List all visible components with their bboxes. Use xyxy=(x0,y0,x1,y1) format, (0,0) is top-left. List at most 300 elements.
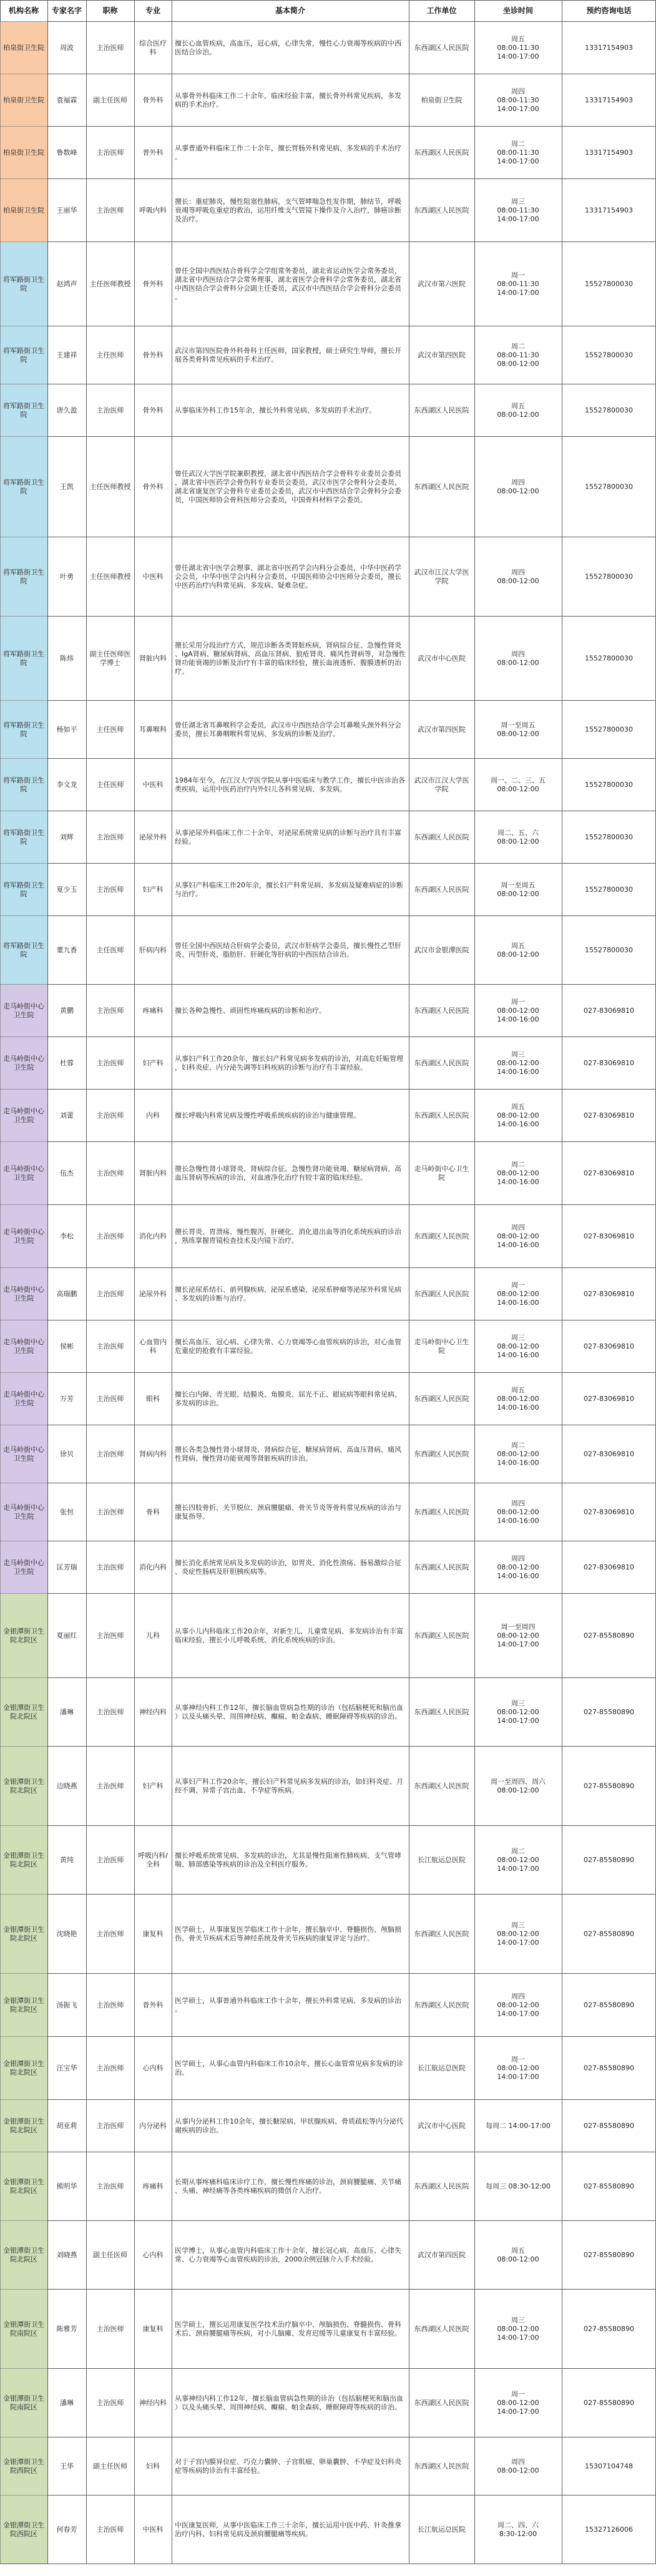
table-row xyxy=(0,2220,656,2290)
cell-title: 主治医师 xyxy=(96,1111,124,1120)
cell-phone: 15527800030 xyxy=(585,280,633,288)
cell-name: 边晓燕 xyxy=(56,1782,77,1790)
cell-phone: 15527800030 xyxy=(585,482,633,491)
cell-major: 骨外科 xyxy=(142,351,164,359)
cell-phone: 027-83069810 xyxy=(584,1395,634,1403)
cell-phone: 15527800030 xyxy=(585,946,633,954)
table-row xyxy=(0,1973,656,2037)
cell-major: 眼科 xyxy=(146,1395,160,1403)
cell-phone: 15527800030 xyxy=(585,725,633,734)
cell-unit: 东西湖区人民医院 xyxy=(414,1290,469,1298)
cell-name: 汤振飞 xyxy=(56,2001,77,2009)
header-cell-4: 专业 xyxy=(145,6,161,15)
header-cell-8: 预约咨询电话 xyxy=(586,6,632,15)
cell-name: 夏少玉 xyxy=(56,886,77,894)
cell-unit: 东西湖区人民医院 xyxy=(414,1232,469,1241)
cell-intro: 从事神经内科工作12年，擅长脑血管病急性期的诊治（包括脑梗死和脑出血）以及头痛头晕、周围神经病、癫痫、帕金森病、睡眠障碍等疾病的诊治。 xyxy=(175,1704,403,1720)
cell-inst: 将军路街卫生院 xyxy=(3,402,44,419)
cell-title: 主治医师 xyxy=(96,1169,124,1178)
cell-inst: 将军路街卫生院 xyxy=(3,829,44,846)
cell-unit: 武汉市第四医院 xyxy=(418,2251,466,2259)
cell-phone: 027-85580890 xyxy=(584,1782,634,1790)
cell-intro: 擅长高血压、冠心病、心律失常、心力衰竭等心血管疾病的诊治，对心血管危重症的抢救有丰富经验。 xyxy=(175,1338,401,1355)
cell-major: 内分泌科 xyxy=(139,2122,167,2130)
cell-time: 周四 08:00-12:00 14:00-16:00 xyxy=(497,1223,539,1249)
cell-name: 董九香 xyxy=(56,946,77,954)
table-row xyxy=(0,984,656,1037)
cell-unit: 长江航运总医院 xyxy=(418,2064,466,2072)
cell-title: 主治医师 xyxy=(96,1508,124,1516)
cell-major: 心内科 xyxy=(142,2064,164,2072)
cell-major: 心内科 xyxy=(142,2251,164,2259)
cell-time: 周四 08:00-12:00 14:00-16:00 xyxy=(497,1499,539,1525)
cell-time: 周一至周四 08:00-12:00 14:00-17:00 xyxy=(497,1622,539,1649)
cell-major: 中医科 xyxy=(142,572,164,581)
cell-time: 周一 08:00-12:00 14:00-17:00 xyxy=(497,2055,539,2081)
cell-title: 主治医师 xyxy=(96,1856,124,1864)
cell-inst: 金银潭街卫生院南院区 xyxy=(3,2320,44,2338)
table-header xyxy=(1,0,656,22)
cell-unit: 东西湖区人民医院 xyxy=(414,406,469,414)
cell-time: 周二 08:00-12:00 14:00-16:00 xyxy=(497,1441,539,1467)
cell-inst: 金银潭街卫生院北院区 xyxy=(3,2059,44,2077)
table-row xyxy=(0,758,656,811)
cell-title: 主治医师 xyxy=(96,2001,124,2009)
cell-name: 万芳 xyxy=(60,1395,74,1403)
table-row xyxy=(0,1037,656,1090)
cell-phone: 027-83069810 xyxy=(584,1111,634,1120)
cell-major: 内科 xyxy=(146,1111,160,1120)
cell-name: 徐贝 xyxy=(60,1450,74,1458)
cell-phone: 15527800030 xyxy=(585,406,633,414)
cell-phone: 15527800030 xyxy=(585,833,633,841)
cell-title: 主治医师 xyxy=(96,2064,124,2072)
cell-title: 副主任医师 xyxy=(93,2251,127,2259)
cell-major: 骨科 xyxy=(146,1508,160,1516)
cell-intro: 从事妇产科工作20余年，擅长妇产科常见病多发病的诊治，如妇科炎症、月经不调、异常子宫出血、不孕症等疾病。 xyxy=(175,1777,403,1795)
table-row xyxy=(0,1320,656,1373)
cell-name: 王丽华 xyxy=(56,206,77,215)
cell-name: 王华 xyxy=(60,2462,74,2471)
header-cell-1: 机构名称 xyxy=(8,6,39,15)
cell-title: 主任医师教授 xyxy=(89,572,131,581)
cell-phone: 027-85580890 xyxy=(584,2001,634,2009)
cell-time: 周二、五、六 08:00-12:00 xyxy=(497,829,539,846)
table-row xyxy=(0,1593,656,1678)
cell-time: 周四 08:00-12:00 xyxy=(497,568,539,585)
cell-unit: 东西湖区人民医院 xyxy=(414,1111,469,1120)
cell-phone: 027-85580890 xyxy=(584,2182,634,2190)
cell-phone: 15327126006 xyxy=(585,2525,633,2534)
cell-unit: 武汉市江汉大学医学院 xyxy=(414,568,469,585)
cell-name: 陈炜 xyxy=(60,654,74,663)
table-row xyxy=(0,74,656,127)
cell-name: 刘晓燕 xyxy=(56,2251,77,2259)
cell-title: 主治医师 xyxy=(96,1007,124,1015)
cell-major: 神经内科 xyxy=(139,2399,167,2407)
cell-phone: 027-83069810 xyxy=(584,1007,634,1015)
cell-name: 鲁数峰 xyxy=(56,149,77,157)
cell-intro: 曾任全国中西医结合骨科学会学组常务委员，湖北省运动医学会常务委员，湖北省中西医结合学会常务理事，湖北省医学会骨科学会常务委员，湖北省中西医结合学会骨科分会副主任委员，武汉市中西医结合学会骨科分会委员。 xyxy=(175,266,401,301)
cell-time: 周二、四、六 8:30-12:00 xyxy=(497,2521,539,2538)
cell-time: 周四 08:00-12:00 xyxy=(497,478,539,495)
cell-unit: 东西湖区人民医院 xyxy=(414,2182,469,2190)
table-row xyxy=(0,326,656,384)
cell-intro: 曾任湖北省中医学会理事、湖北省中医药学会内科分会委员，中华中医药学会会员，中华中医学会内科分会委员，中国医师协会中医师分会委员，擅长中医药治疗内科常见病、多发病、疑难杂症。 xyxy=(175,564,401,590)
cell-phone: 027-85580890 xyxy=(584,2122,634,2130)
cell-inst: 走马岭街中心卫生院 xyxy=(3,1559,44,1576)
cell-name: 熊明华 xyxy=(56,2182,77,2190)
cell-name: 叶勇 xyxy=(60,572,74,581)
cell-title: 主任医师 xyxy=(96,351,124,359)
cell-name: 张恒 xyxy=(60,1508,74,1516)
cell-time: 周三 08:00-12:00 14:00-17:00 xyxy=(497,1921,539,1947)
cell-name: 潘琳 xyxy=(60,2399,74,2407)
table-row xyxy=(0,1746,656,1826)
cell-inst: 走马岭街中心卫生院 xyxy=(3,1390,44,1407)
table-row xyxy=(0,2495,656,2564)
cell-major: 呼吸内科/全科 xyxy=(138,1852,168,1868)
header-cell-7: 坐诊时间 xyxy=(502,6,534,15)
cell-phone: 027-83069810 xyxy=(584,1342,634,1350)
cell-name: 侯彬 xyxy=(60,1342,74,1350)
cell-intro: 擅长各种急慢性、顽固性疼痛疾病的诊断和治疗。 xyxy=(175,1007,326,1015)
table-row xyxy=(0,242,656,326)
table-row xyxy=(0,1541,656,1594)
cell-inst: 柏泉街卫生院 xyxy=(3,44,44,52)
cell-inst: 柏泉街卫生院 xyxy=(3,96,44,104)
cell-phone: 027-85580890 xyxy=(584,1708,634,1716)
cell-unit: 东西湖区人民医院 xyxy=(414,2399,469,2407)
cell-major: 普外科 xyxy=(142,2001,164,2009)
cell-unit: 东西湖区人民医院 xyxy=(414,1508,469,1516)
cell-time: 周三 08:00-12:00 14:00-17:00 xyxy=(497,1699,539,1725)
cell-inst: 金银潭街卫生院北院区 xyxy=(3,1996,44,2014)
cell-unit: 东西湖区人民医院 xyxy=(414,1007,469,1015)
table-row xyxy=(0,2368,656,2437)
cell-name: 胡亚莉 xyxy=(56,2122,77,2130)
cell-inst: 金银潭街卫生院北院区 xyxy=(3,1777,44,1795)
header-cell-2: 专家名字 xyxy=(51,6,82,15)
cell-name: 沈晓艳 xyxy=(56,1930,77,1938)
cell-inst: 金银潭街卫生院北院区 xyxy=(3,2178,44,2195)
cell-unit: 武汉市第四医院 xyxy=(418,725,466,734)
cell-unit: 东西湖区人民医院 xyxy=(414,149,469,157)
cell-inst: 将军路街卫生院 xyxy=(3,776,44,793)
cell-unit: 东西湖区人民医院 xyxy=(414,206,469,215)
cell-unit: 东西湖区人民医院 xyxy=(414,2325,469,2333)
cell-unit: 武汉市第六医院 xyxy=(418,280,466,288)
cell-time: 每周三 08:30-12:00 xyxy=(486,2182,551,2190)
cell-name: 潘琳 xyxy=(60,1708,74,1716)
cell-major: 妇科 xyxy=(146,2462,160,2471)
cell-intro: 医学硕士，从事心血管内科临床工作10余年，擅长心血管常见病多发病的诊治。 xyxy=(175,2059,403,2077)
cell-time: 周一、二、三、五 08:00-12:00 xyxy=(491,776,546,793)
table-row xyxy=(0,126,656,179)
cell-major: 耳鼻喉科 xyxy=(139,725,167,734)
cell-name: 刘辉 xyxy=(60,833,74,841)
cell-title: 主治医师 xyxy=(96,2399,124,2407)
cell-phone: 027-83069810 xyxy=(584,1169,634,1178)
cell-time: 周四 08:00-12:00 14:00-16:00 xyxy=(497,1554,539,1580)
table-row xyxy=(0,863,656,916)
cell-inst: 金银潭街卫生院北院区 xyxy=(3,2117,44,2134)
cell-time: 周五 08:00-12:00 xyxy=(497,2247,539,2263)
cell-title: 主治医师 xyxy=(96,1450,124,1458)
cell-major: 骨外科 xyxy=(142,482,164,491)
cell-title: 副主任医师 xyxy=(93,96,127,104)
cell-name: 袁福霖 xyxy=(56,96,77,104)
cell-time: 周一 08:00-12:00 14:00-17:00 xyxy=(497,2390,539,2416)
cell-phone: 027-85580890 xyxy=(584,1631,634,1640)
cell-unit: 武汉市江汉大学医学院 xyxy=(414,776,469,793)
cell-time: 周四 08:00-12:00 xyxy=(497,650,539,667)
cell-phone: 13317154903 xyxy=(585,44,633,52)
cell-major: 中医科 xyxy=(142,781,164,789)
cell-inst: 将军路街卫生院 xyxy=(3,881,44,898)
cell-intro: 医学硕士，擅长运用康复医学技术治疗脑卒中、颅脑损伤、脊髓损伤、骨科术后、颈肩腰腿痛等疾病，对小儿脑瘫、发育迟缓等儿童康复有丰富经验。 xyxy=(175,2320,401,2338)
table-row xyxy=(0,1483,656,1541)
cell-name: 高瑞鹏 xyxy=(56,1290,77,1298)
cell-title: 主治医师 xyxy=(96,1342,124,1350)
cell-name: 杜蓉 xyxy=(60,1059,74,1067)
cell-title: 主任医师教授 xyxy=(89,280,131,288)
cell-title: 副主任医师 xyxy=(93,2462,127,2471)
header-cell-6: 工作单位 xyxy=(426,6,457,15)
cell-intro: 擅长：重症肺炎，慢性阻塞性肺病，支气管哮喘急性发作期，肺结节，呼吸衰竭等呼吸危重症的救治，运用纤维支气管镜下操作及介入治疗，肺癌诊断及治疗。 xyxy=(175,197,401,223)
cell-time: 周五 08:00-12:00 xyxy=(497,942,539,959)
cell-unit: 走马岭街中心卫生院 xyxy=(414,1164,469,1182)
table-row xyxy=(0,2099,656,2152)
cell-phone: 027-83069810 xyxy=(584,1290,634,1298)
cell-major: 肾脏内科 xyxy=(139,1169,167,1178)
cell-time: 周五 08:00-11:30 14:00-17:00 xyxy=(497,35,539,61)
cell-unit: 东西湖区人民医院 xyxy=(414,482,469,491)
cell-name: 王凯 xyxy=(60,482,74,491)
cell-time: 周五 08:00-12:00 14:00-16:00 xyxy=(497,1386,539,1412)
cell-phone: 13317154903 xyxy=(585,206,633,215)
table-row xyxy=(0,1204,656,1268)
cell-unit: 东西湖区人民医院 xyxy=(414,1450,469,1458)
cell-unit: 东西湖区人民医院 xyxy=(414,1059,469,1067)
cell-intro: 医学硕士，从事康复医学临床工作十余年，擅长脑卒中、脊髓损伤、颅脑损伤、骨关节疾病术后等神经系统及骨关节疾病的康复评定与治疗。 xyxy=(175,1925,401,1943)
cell-name: 何春芳 xyxy=(56,2525,77,2534)
cell-title: 主治医师 xyxy=(96,1563,124,1571)
cell-intro: 曾任全国中西医结合肝病学会委员，武汉市肝病学会委员，擅长慢性乙型肝炎、丙型肝炎、脂肪肝、肝硬化等肝病的中西医结合诊治。 xyxy=(175,942,401,959)
cell-inst: 金银潭街卫生院西院区 xyxy=(3,2457,44,2475)
cell-major: 康复科 xyxy=(142,2325,164,2333)
cell-time: 周五 08:00-12:00 xyxy=(497,402,539,419)
cell-intro: 从事临床外科工作15年余，擅长外科常见病、多发病的手术治疗。 xyxy=(175,406,376,414)
table-row xyxy=(0,384,656,437)
cell-major: 泌尿外科 xyxy=(139,1290,167,1298)
cell-intro: 医学博士，从事心血管内科临床工作十余年，擅长冠心病、高血压、心律失常、心力衰竭等心血管疾病的诊治，2000余例冠脉介入手术经验。 xyxy=(175,2247,401,2263)
cell-inst: 将军路街卫生院 xyxy=(3,346,44,364)
cell-time: 周二 08:00-11:30 08:00-12:00 xyxy=(497,342,539,368)
cell-inst: 金银潭街卫生院南院区 xyxy=(3,2394,44,2411)
cell-major: 妇产科 xyxy=(142,1782,164,1790)
cell-title: 主治医师 xyxy=(96,44,124,52)
cell-intro: 擅长采用分段治疗方式，规范诊断各类肾脏疾病，肾病综合征、急慢性肾炎、IgA肾病、糖尿病肾病、高血压肾病、狼疮肾炎、痛风性肾病等，对急慢性肾功能衰竭的诊断及治疗有丰富的临床经验，擅长血液透析、腹膜透析的治疗。 xyxy=(175,641,406,676)
cell-phone: 15527800030 xyxy=(585,572,633,581)
cell-phone: 027-83069810 xyxy=(584,1563,634,1571)
cell-phone: 13317154903 xyxy=(585,96,633,104)
table-row xyxy=(0,436,656,537)
cell-unit: 东西湖区人民医院 xyxy=(414,833,469,841)
cell-inst: 走马岭街中心卫生院 xyxy=(3,1107,44,1124)
cell-unit: 东西湖区人民医院 xyxy=(414,1563,469,1571)
cell-inst: 走马岭街中心卫生院 xyxy=(3,1286,44,1302)
cell-intro: 曾任湖北省耳鼻喉科学会委员，武汉市中西医结合学会耳鼻喉头颈外科分会委员，擅长耳鼻咽喉科常见病、多发病的诊断及治疗。 xyxy=(175,721,401,738)
cell-unit: 武汉市中心医院 xyxy=(418,654,466,663)
cell-inst: 柏泉街卫生院 xyxy=(3,206,44,215)
cell-title: 主治医师 xyxy=(96,1232,124,1241)
cell-major: 普外科 xyxy=(142,149,164,157)
cell-name: 刘蕾 xyxy=(60,1111,74,1120)
cell-inst: 将军路街卫生院 xyxy=(3,721,44,738)
cell-intro: 从事妇产科临床工作20年余，擅长妇产科常见病、多发病及疑难病症的诊断与治疗。 xyxy=(175,881,403,898)
cell-inst: 走马岭街中心卫生院 xyxy=(3,1002,44,1019)
cell-title: 主治医师 xyxy=(96,1395,124,1403)
cell-major: 泌尿外科 xyxy=(139,833,167,841)
cell-phone: 15307104748 xyxy=(585,2462,633,2471)
cell-time: 周二 08:00-12:00 14:00-16:00 xyxy=(497,1160,539,1186)
cell-unit: 东西湖区人民医院 xyxy=(414,1708,469,1716)
cell-inst: 走马岭街中心卫生院 xyxy=(3,1164,44,1182)
cell-title: 主治医师 xyxy=(96,206,124,215)
cell-intro: 擅长泌尿系结石、前列腺疾病、泌尿系感染、泌尿系肿瘤等泌尿外科常见病、多发病的诊断与治疗。 xyxy=(175,1286,401,1302)
cell-major: 妇产科 xyxy=(142,1059,164,1067)
cell-title: 主任医师 xyxy=(96,946,124,954)
cell-title: 主治医师 xyxy=(96,2122,124,2130)
cell-unit: 东西湖区人民医院 xyxy=(414,2001,469,2009)
cell-time: 周四 08:00-12:00 14:00-17:00 xyxy=(497,1992,539,2018)
cell-title: 主治医师 xyxy=(96,2525,124,2534)
cell-major: 消化内科 xyxy=(139,1232,167,1241)
table-row xyxy=(0,915,656,985)
cell-intro: 武汉市第四医院骨外科骨科主任医师，国家教授，硕士研究生导师，擅长开展各类骨科常见疾病的手术治疗。 xyxy=(175,346,401,364)
cell-major: 肾脏内科 xyxy=(139,654,167,663)
cell-intro: 对于子宫内膜异位症、巧克力囊肿、子宫肌瘤、卵巢囊肿、不孕症及妇科炎症等疾病的诊治有丰富经验。 xyxy=(175,2457,401,2475)
cell-time: 周二 08:00-11:30 14:00-17:00 xyxy=(497,140,539,165)
header-cell-5: 基本简介 xyxy=(275,6,306,15)
cell-intro: 从事泌尿外科临床工作二十余年，对泌尿系统常见病的诊断与治疗具有丰富经验。 xyxy=(175,829,401,846)
cell-major: 呼吸内科 xyxy=(139,206,167,215)
cell-inst: 将军路街卫生院 xyxy=(3,650,44,667)
cell-time: 周四 08:00-11:30 14:00-17:00 xyxy=(497,87,539,113)
cell-title: 主治医师 xyxy=(96,1782,124,1790)
cell-phone: 027-83069810 xyxy=(584,1232,634,1241)
cell-phone: 027-83069810 xyxy=(584,1508,634,1516)
cell-intro: 从事骨外科临床工作二十余年，临床经验丰富，擅长骨外科常见疾病，多发病的手术治疗。 xyxy=(175,92,401,109)
cell-time: 周二 08:00-12:00 14:00-17:00 xyxy=(497,1847,539,1873)
cell-inst: 将军路街卫生院 xyxy=(3,942,44,959)
cell-phone: 027-83069810 xyxy=(584,1450,634,1458)
cell-title: 主治医师 xyxy=(96,1708,124,1716)
cell-intro: 长期从事疼痛科临床诊疗工作，擅长慢性疼痛的诊治，颈肩腰腿痛、关节痛、头痛、神经痛等各类疼痛疾病的微创介入治疗。 xyxy=(175,2178,401,2195)
table-row xyxy=(0,700,656,759)
table-row xyxy=(0,537,656,617)
cell-inst: 走马岭街中心卫生院 xyxy=(3,1338,44,1355)
cell-title: 主任医师教授 xyxy=(89,482,131,491)
table-row xyxy=(0,1894,656,1974)
cell-intro: 擅长各类急慢性肾小球肾炎、肾病综合征、糖尿病肾病、高血压肾病、痛风性肾病、慢性肾功能衰竭等肾脏疾病的诊治。 xyxy=(175,1445,401,1463)
cell-name: 黄鹏 xyxy=(60,1007,74,1015)
cell-name: 唐久盈 xyxy=(56,406,77,414)
table-row xyxy=(0,1089,656,1142)
cell-intro: 曾任武汉大学医学院兼职教授，湖北省中西医结合学会骨科专业委员会委员，湖北省中医药学会骨伤科专业委员会委员，武汉市医学会骨科分会委员，湖北省康复医学会骨科专业委员会委员，武汉市中西医结合学会骨科分会委员，中国医师协会骨科医师分会委员，中国骨科材料学会委员。 xyxy=(175,469,401,504)
cell-unit: 东西湖区人民医院 xyxy=(414,886,469,894)
cell-time: 周四 08:00-12:00 xyxy=(497,2457,539,2475)
cell-title: 主治医师 xyxy=(96,2182,124,2190)
cell-inst: 将军路街卫生院 xyxy=(3,275,44,293)
cell-major: 疼痛科 xyxy=(142,1007,164,1015)
cell-title: 主治医师 xyxy=(96,406,124,414)
cell-name: 李文龙 xyxy=(56,781,77,789)
table-row xyxy=(0,1267,656,1320)
table-row xyxy=(0,1141,656,1205)
cell-name: 李松 xyxy=(60,1232,74,1241)
cell-intro: 擅长消化系统常见病及多发病的诊治，如胃炎、消化性溃疡、肠易激综合征、炎症性肠病及肝胆胰疾病等。 xyxy=(175,1559,401,1576)
cell-intro: 从事内分泌科工作10余年，擅长糖尿病、甲状腺疾病、骨质疏松等内分泌代谢疾病的诊治。 xyxy=(175,2117,403,2134)
cell-name: 汪宝华 xyxy=(56,2064,77,2072)
cell-phone: 027-83069810 xyxy=(584,1059,634,1067)
cell-time: 周一至周五 08:00-12:00 xyxy=(497,721,539,738)
cell-intro: 医学硕士，从事普通外科临床工作十余年，擅长外科常见病、多发病的诊治。 xyxy=(175,1996,401,2014)
cell-phone: 15527800030 xyxy=(585,654,633,663)
cell-phone: 027-85580890 xyxy=(584,2064,634,2072)
cell-title: 主治医师 xyxy=(96,149,124,157)
cell-intro: 从事小儿内科临床工作20余年，对新生儿、儿童常见病、多发病诊治有丰富临床经验，擅长小儿呼吸系统、消化系统疾病的诊治。 xyxy=(175,1627,403,1644)
cell-time: 周三 08:00-12:00 14:00-17:00 xyxy=(497,2316,539,2342)
cell-title: 主治医师 xyxy=(96,833,124,841)
cell-title: 主治医师 xyxy=(96,1930,124,1938)
table-row xyxy=(0,2437,656,2496)
cell-inst: 走马岭街中心卫生院 xyxy=(3,1503,44,1521)
cell-phone: 027-85580890 xyxy=(584,2251,634,2259)
header-cell-3: 职称 xyxy=(102,6,118,15)
cell-name: 王建祥 xyxy=(56,351,77,359)
cell-intro: 从事普通外科临床工作二十余年，擅长胃肠外科常见病、多发病的手术治疗。 xyxy=(175,144,401,161)
cell-major: 骨外科 xyxy=(142,96,164,104)
cell-intro: 中医康复医师，从事中医临床工作三十余年，擅长运用中医中药、针灸推拿治疗内科、妇科常见病及颈肩腰腿痛等疾病。 xyxy=(175,2521,401,2538)
cell-inst: 金银潭街卫生院北院区 xyxy=(3,1627,44,1644)
cell-intro: 擅长四肢骨折、关节脱位、颈肩腰腿痛、骨关节炎等骨科常见疾病的诊治与康复指导。 xyxy=(175,1503,401,1521)
cell-intro: 1984年至今，在江汉大学医学院从事中医临床与教学工作，擅长中医诊治各类疾病，运用中医药治疗内外妇儿各科常见病、多发病。 xyxy=(175,776,405,793)
cell-name: 赵鸿声 xyxy=(56,280,77,288)
cell-time: 周三 08:00-12:00 14:00-16:00 xyxy=(497,1050,539,1076)
cell-inst: 柏泉街卫生院 xyxy=(3,149,44,157)
cell-major: 骨外科 xyxy=(142,280,164,288)
cell-title: 主任医师 xyxy=(96,725,124,734)
cell-title: 主治医师 xyxy=(96,886,124,894)
cell-unit: 东西湖区人民医院 xyxy=(414,1930,469,1938)
cell-inst: 走马岭街中心卫生院 xyxy=(3,1227,44,1245)
cell-title: 副主任医师医学博士 xyxy=(89,650,131,667)
table-row xyxy=(0,2036,656,2100)
cell-intro: 擅长心血管疾病，高血压，冠心病，心律失常，慢性心力衰竭等疾病的中西医结合诊治。 xyxy=(175,39,401,56)
cell-major: 妇产科 xyxy=(142,886,164,894)
table-row xyxy=(0,178,656,242)
cell-inst: 金银潭街卫生院北院区 xyxy=(3,1852,44,1868)
cell-intro: 从事妇产科工作20余年，擅长妇产科常见病多发病的诊治，对高危妊娠管理，妇科炎症、内分泌失调等妇科疾病的诊断与治疗有丰富经验。 xyxy=(175,1055,403,1071)
cell-unit: 东西湖区人民医院 xyxy=(414,2462,469,2471)
cell-major: 神经内科 xyxy=(139,1708,167,1716)
cell-inst: 走马岭街中心卫生院 xyxy=(3,1055,44,1071)
cell-title: 主治医师 xyxy=(96,1631,124,1640)
cell-time: 周三 08:00-12:00 14:00-16:00 xyxy=(497,1334,539,1359)
cell-intro: 擅长胃炎、胃溃疡、慢性腹泻、肝硬化、消化道出血等消化系统疾病的诊治，熟练掌握胃镜检查技术及内镜下治疗。 xyxy=(175,1227,401,1245)
